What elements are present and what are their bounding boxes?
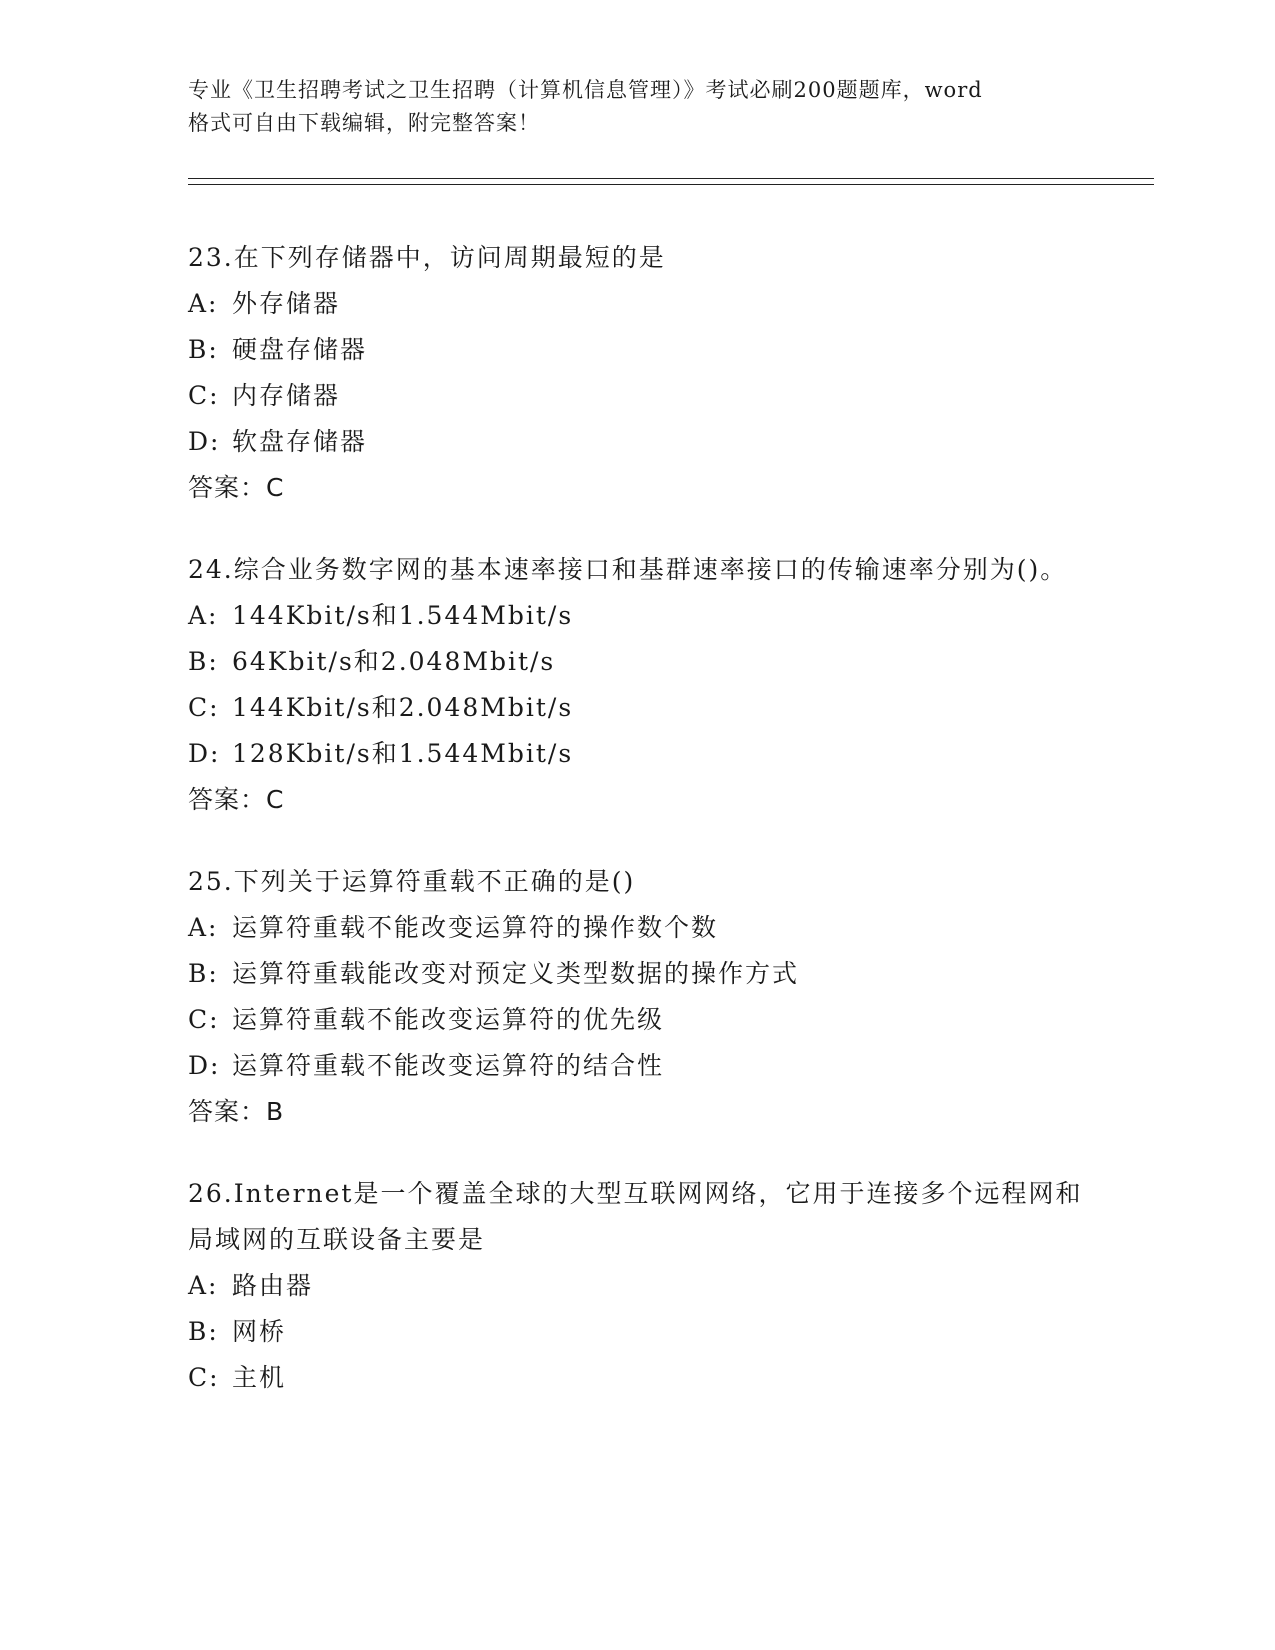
question-title: 25.下列关于运算符重载不正确的是() — [188, 867, 636, 896]
option-letter: B: — [188, 335, 219, 364]
option-text: 外存储器 — [232, 289, 341, 318]
option-text: 运算符重载不能改变运算符的结合性 — [232, 1051, 665, 1080]
option-text: 64Kbit/s和2.048Mbit/s — [232, 647, 556, 676]
option-letter: A: — [188, 913, 219, 942]
question-title: 26.Internet是一个覆盖全球的大型互联网网络，它用于连接多个远程网和局域网的互联设备主要是 — [188, 1179, 1083, 1254]
option-letter: A: — [188, 601, 219, 630]
header-divider-bottom — [188, 184, 1154, 185]
option-a — [188, 593, 1088, 639]
option-d — [188, 419, 1088, 465]
option-text: 内存储器 — [232, 381, 341, 410]
option-text: 路由器 — [232, 1271, 314, 1300]
option-text: 运算符重载能改变对预定义类型数据的操作方式 — [232, 959, 800, 988]
question-23 — [188, 235, 1088, 511]
option-b — [188, 327, 1088, 373]
question-title: 23.在下列存储器中，访问周期最短的是 — [188, 243, 666, 272]
header-line-1: 专业《卫生招聘考试之卫生招聘（计算机信息管理）》考试必刷200题题库，word — [188, 78, 983, 102]
answer-line: 答案：C — [188, 785, 285, 814]
option-letter: D: — [188, 427, 221, 456]
option-text: 144Kbit/s和1.544Mbit/s — [232, 601, 574, 630]
question-25 — [188, 859, 1088, 1135]
option-letter: B: — [188, 959, 219, 988]
question-list — [188, 235, 1088, 1437]
option-a — [188, 1263, 1088, 1309]
option-text: 硬盘存储器 — [232, 335, 368, 364]
option-letter: B: — [188, 1317, 219, 1346]
option-d — [188, 731, 1088, 777]
option-b — [188, 1309, 1088, 1355]
question-24 — [188, 547, 1088, 823]
option-text: 软盘存储器 — [232, 427, 368, 456]
option-letter: C: — [188, 381, 220, 410]
option-a — [188, 905, 1088, 951]
option-letter: C: — [188, 1005, 220, 1034]
option-c — [188, 997, 1088, 1043]
option-letter: B: — [188, 647, 219, 676]
option-text: 运算符重载不能改变运算符的操作数个数 — [232, 913, 719, 942]
option-letter: A: — [188, 1271, 219, 1300]
option-c — [188, 685, 1088, 731]
header-divider-top — [188, 178, 1154, 179]
document-header — [188, 74, 1088, 140]
option-letter: C: — [188, 1363, 220, 1392]
option-c — [188, 1355, 1088, 1401]
option-text: 网桥 — [232, 1317, 287, 1346]
option-text: 运算符重载不能改变运算符的优先级 — [232, 1005, 665, 1034]
option-text: 144Kbit/s和2.048Mbit/s — [232, 693, 574, 722]
option-letter: D: — [188, 739, 221, 768]
question-title: 24.综合业务数字网的基本速率接口和基群速率接口的传输速率分别为()。 — [188, 555, 1068, 584]
option-letter: D: — [188, 1051, 221, 1080]
option-letter: A: — [188, 289, 219, 318]
option-text: 128Kbit/s和1.544Mbit/s — [232, 739, 574, 768]
answer-line: 答案：C — [188, 473, 285, 502]
question-26 — [188, 1171, 1088, 1401]
option-b — [188, 639, 1088, 685]
header-line-2: 格式可自由下载编辑，附完整答案！ — [188, 111, 540, 135]
answer-line: 答案：B — [188, 1097, 285, 1126]
option-a — [188, 281, 1088, 327]
option-c — [188, 373, 1088, 419]
option-text: 主机 — [232, 1363, 287, 1392]
option-d — [188, 1043, 1088, 1089]
option-b — [188, 951, 1088, 997]
option-letter: C: — [188, 693, 220, 722]
